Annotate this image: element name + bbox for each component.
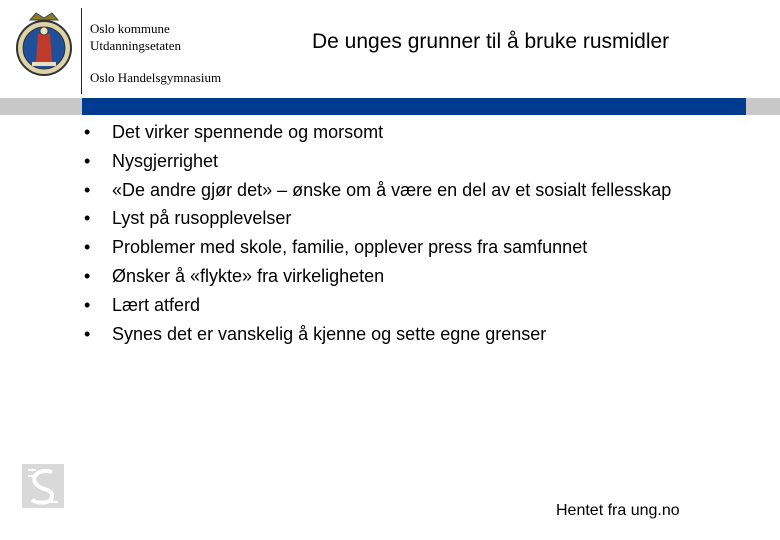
org-department: Utdanningsetaten: [90, 38, 181, 53]
oslo-city-crest-icon: [14, 10, 74, 80]
list-item-text: «De andre gjør det» – ønske om å være en del av et sosialt fellesskap: [112, 179, 672, 200]
bullet-list: [84, 118, 671, 348]
bullet-icon: •: [84, 237, 91, 258]
bullet-icon: •: [84, 294, 91, 315]
list-item-text: Lært atferd: [112, 294, 201, 315]
org-name: Oslo kommune: [90, 21, 170, 36]
header-band-right: [746, 98, 780, 115]
slide-title: De unges grunner til å bruke rusmidler: [312, 30, 670, 53]
bullet-icon: •: [84, 150, 91, 171]
list-item: [84, 118, 671, 147]
bullet-icon: •: [84, 265, 91, 286]
bullet-icon: •: [84, 179, 91, 200]
slide-header: [0, 0, 780, 118]
list-item-text: Problemer med skole, familie, opplever press fra samfunnet: [112, 237, 588, 258]
list-item: [84, 204, 671, 233]
list-item-text: Lyst på rusopplevelser: [112, 208, 292, 229]
list-item: [84, 262, 671, 291]
list-item-text: Nysgjerrighet: [112, 150, 219, 171]
bullet-icon: •: [84, 122, 91, 142]
header-band-blue: [82, 98, 746, 115]
source-credit: Hentet fra ung.no: [556, 502, 680, 519]
header-divider: [81, 8, 82, 94]
school-logo-icon: [22, 464, 64, 508]
list-item-text: Synes det er vanskelig å kjenne og sette egne grenser: [112, 323, 547, 344]
list-item-text: Ønsker å «flykte» fra virkeligheten: [112, 265, 385, 286]
bullet-icon: •: [84, 323, 91, 344]
header-band-left: [0, 98, 82, 115]
list-item: [84, 320, 671, 349]
list-item: [84, 147, 671, 176]
bullet-icon: •: [84, 208, 91, 229]
list-item: [84, 291, 671, 320]
list-item: [84, 176, 671, 205]
school-name: Oslo Handelsgymnasium: [90, 70, 222, 85]
list-item-text: Det virker spennende og morsomt: [112, 122, 384, 142]
list-item: [84, 233, 671, 262]
